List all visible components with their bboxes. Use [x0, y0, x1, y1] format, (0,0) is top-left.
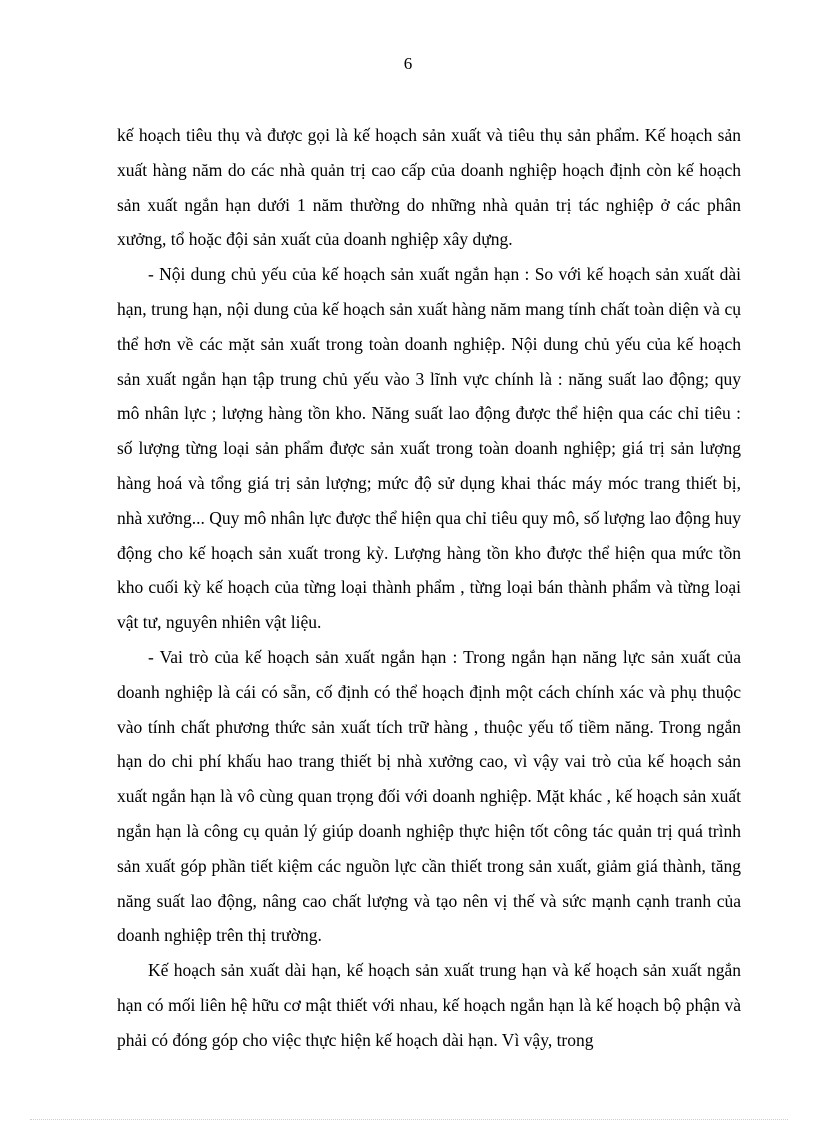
page-number: 6: [403, 54, 413, 73]
paragraph-short-term-plan-content: - Nội dung chủ yếu của kế hoạch sản xuất ngắn hạn : So với kế hoạch sản xuất dài hạn, trung hạn, nội dung của kế hoạch sản xuất hàng năm mang tính chất toàn diện và cụ thể hơn về các mặt sản xuất trong toàn doanh nghiệp. Nội dung chủ yếu của kế hoạch sản xuất ngắn hạn tập trung chủ yếu vào 3 lĩnh vực chính là : năng suất lao động; quy mô nhân lực ; lượng hàng tồn kho. Năng suất lao động được thể hiện qua các chỉ tiêu : số lượng từng loại sản phẩm được sản xuất trong toàn doanh nghiệp; giá trị sản lượng hàng hoá và tổng giá trị sản lượng; mức độ sử dụng khai thác máy móc trang thiết bị, nhà xưởng... Quy mô nhân lực được thể hiện qua chỉ tiêu quy mô, số lượng lao động huy động cho kế hoạch sản xuất trong kỳ. Lượng hàng tồn kho được thể hiện qua mức tồn kho cuối kỳ kế hoạch của từng loại thành phẩm , từng loại bán thành phẩm và từng loại vật tư, nguyên nhiên vật liệu.: [117, 264, 741, 633]
paragraph-plan-relationship: Kế hoạch sản xuất dài hạn, kế hoạch sản xuất trung hạn và kế hoạch sản xuất ngắn hạn có mối liên hệ hữu cơ mật thiết với nhau, kế hoạch ngắn hạn là kế hoạch bộ phận và phải có đóng góp cho việc thực hiện kế hoạch dài hạn. Vì vậy, trong: [117, 960, 741, 1050]
page-bottom-divider: [30, 1119, 788, 1120]
body-text: [117, 118, 741, 1058]
paragraph-continuation: kế hoạch tiêu thụ và được gọi là kế hoạch sản xuất và tiêu thụ sản phẩm. Kế hoạch sản xuất hàng năm do các nhà quản trị cao cấp của doanh nghiệp hoạch định còn kế hoạch sản xuất ngắn hạn dưới 1 năm thường do những nhà quản trị tác nghiệp ở các phân xưởng, tổ hoặc đội sản xuất của doanh nghiệp xây dựng.: [117, 125, 741, 250]
paragraph-short-term-plan-role: - Vai trò của kế hoạch sản xuất ngắn hạn : Trong ngắn hạn năng lực sản xuất của doanh nghiệp là cái có sẵn, cố định có thể hoạch định một cách chính xác và phụ thuộc vào tính chất phương thức sản xuất tích trữ hàng , thuộc yếu tố tiềm năng. Trong ngắn hạn do chi phí khấu hao trang thiết bị nhà xưởng cao, vì vậy vai trò của kế hoạch sản xuất ngắn hạn là vô cùng quan trọng đối với doanh nghiệp. Mặt khác , kế hoạch sản xuất ngắn hạn là công cụ quản lý giúp doanh nghiệp thực hiện tốt công tác quản trị quá trình sản xuất góp phần tiết kiệm các nguồn lực cần thiết trong sản xuất, giảm giá thành, tăng năng suất lao động, nâng cao chất lượng và tạo nên vị thế và sức mạnh cạnh tranh của doanh nghiệp trên thị trường.: [117, 646, 741, 946]
